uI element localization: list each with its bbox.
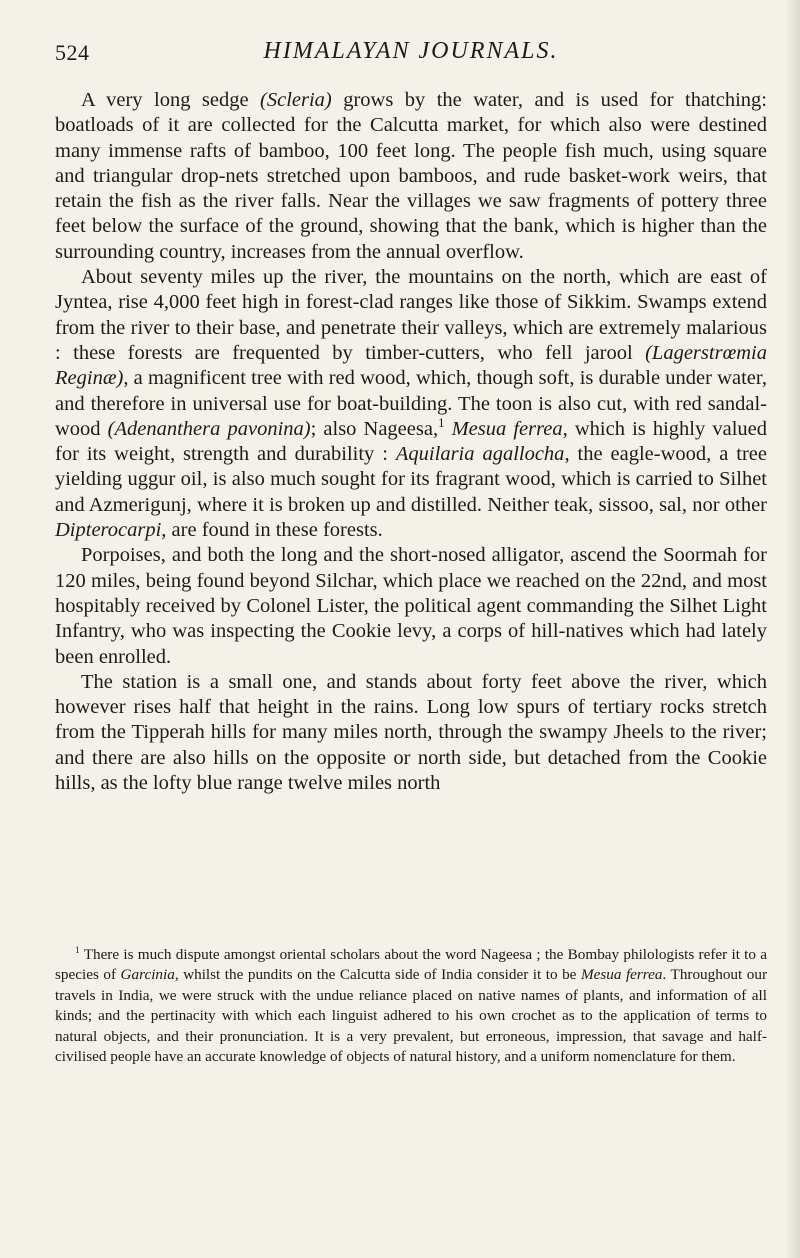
italic-term: Garcinia	[120, 966, 175, 984]
page-number: 524	[55, 40, 90, 65]
italic-term: (Lagerstrœmia Reginæ)	[55, 341, 767, 390]
footnote-area	[55, 945, 767, 1067]
footnote-marker: 1	[75, 945, 80, 956]
italic-term: Mesua ferrea	[580, 966, 663, 984]
footnote: $^1$ There is much dispute amongst oriental scholars about the word Nageesa ; the Bombay philologists refer it to a species of Garcinia, whilst the pundits on the Calcutta side of India consider it to be Mesua ferrea. Throughout our travels in India, we were struck with the undue reliance placed on native names of plants, and information of all kinds; and the pertinacity with which each linguist adhered to his own crochet as to the application of terms to natural objects, and their pronunciation. It is a very prevalent, but erroneous, impression, that savage and half-civilised people have an accurate knowledge of objects of natural history, and a uniform nomenclature for them.	[55, 945, 768, 1066]
italic-term: (Scleria)	[260, 89, 332, 111]
italic-term: Aquilaria agallocha	[395, 443, 565, 466]
body-text	[55, 88, 767, 796]
paragraph: The station is a small one, and stands about forty feet above the river, which however rises half that height in the rains. Long low spurs of tertiary rocks stretch from the Tipperah hills for many miles north, through the swampy Jheels to the river; and there are also hills on the opposite or north side, but detached from the Cookie hills, as the lofty blue range twelve miles north	[55, 670, 767, 795]
paragraph: A very long sedge (Scleria) grows by the water, and is used for thatching: boatloads of it are collected for the Calcutta market, for which also were destined many immense rafts of bamboo, 100 feet long. The people fish much, using square and triangular drop-nets stretched upon bamboos, and rude basket-work weirs, that retain the fish as the river falls. Near the villages we saw fragments of pottery three feet below the surface of the ground, showing that the bank, which is higher than the surrounding country, increases from the annual overflow.	[55, 89, 767, 263]
page-header	[55, 34, 767, 74]
italic-term: Dipterocarpi	[55, 519, 162, 542]
footnote-marker: 1	[438, 416, 445, 431]
italic-term: (Adenanthera pavonina)	[107, 417, 311, 440]
italic-term: Mesua ferrea	[451, 417, 563, 440]
running-head: HIMALAYAN JOURNALS.	[263, 38, 559, 64]
paragraph: Porpoises, and both the long and the short-nosed alligator, ascend the Soormah for 120 miles, being found beyond Silchar, which place we reached on the 22nd, and most hospitably received by Colonel Lister, the political agent commanding the Silhet Light Infantry, who was inspecting the Cookie levy, a corps of hill-natives which had lately been enrolled.	[55, 544, 767, 668]
page-edge-shadow	[786, 0, 800, 1258]
paragraph: About seventy miles up the river, the mountains on the north, which are east of Jyntea, rise 4,000 feet high in forest-clad ranges like those of Sikkim. Swamps extend from the river to their base, and penetrate their valleys, which are extremely malarious : these forests are frequented by timber-cutters, who fell jarool (Lagerstrœmia Reginæ), a magnificent tree with red wood, which, though soft, is durable under water, and therefore in universal use for boat-building. The toon is also cut, with red sandal-wood (Adenanthera pavonina); also Nageesa,$^1$ Mesua ferrea, which is highly valued for its weight, strength and durability : Aquilaria agallocha, the eagle-wood, a tree yielding uggur oil, is also much sought for its fragrant wood, which is carried to Silhet and Azmerigunj, where it is broken up and distilled. Neither teak, sissoo, sal, nor other Dipterocarpi, are found in these forests.	[55, 266, 767, 542]
